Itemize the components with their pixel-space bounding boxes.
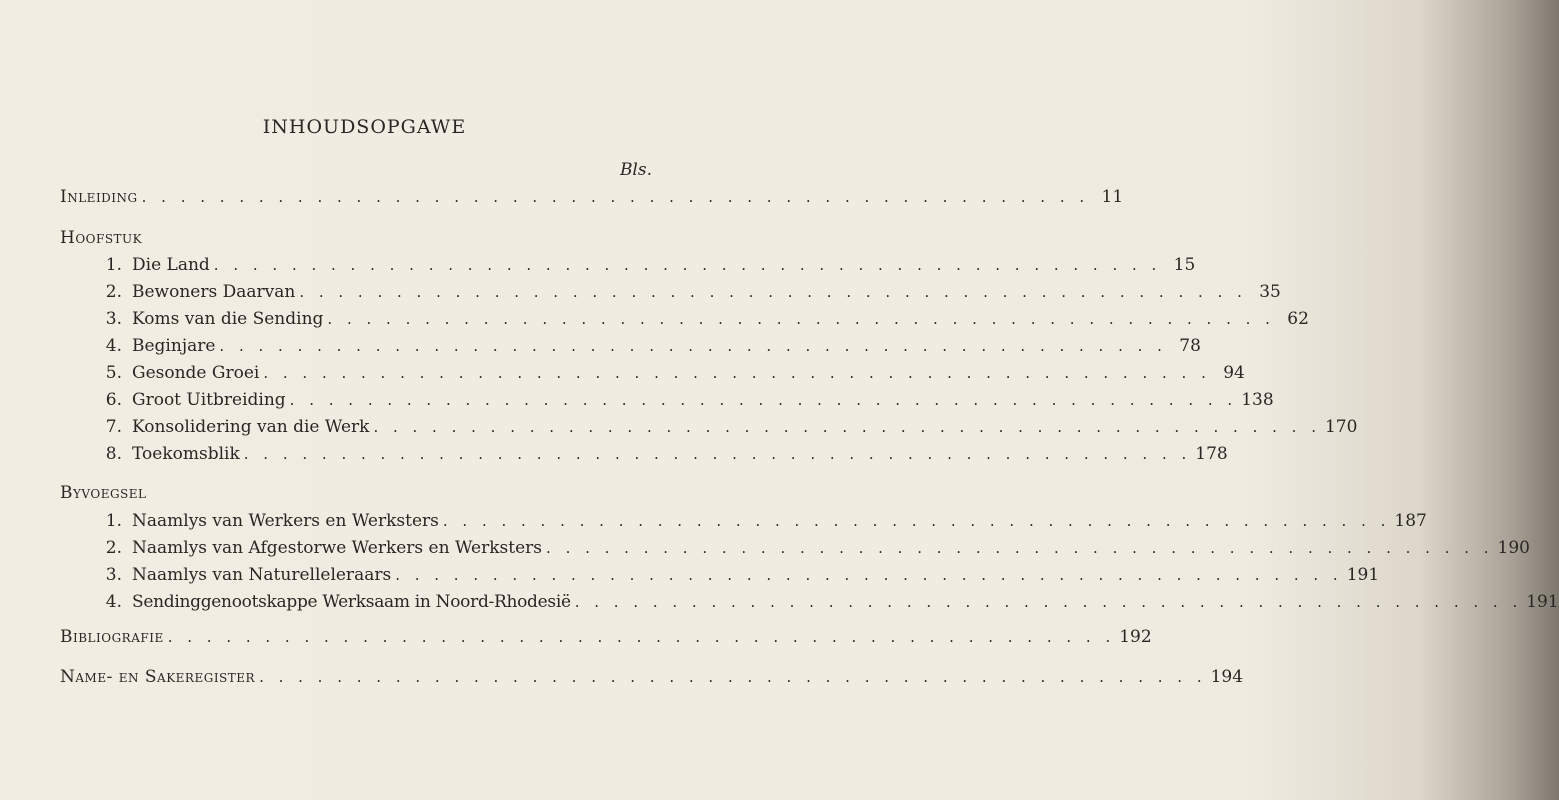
toc-entry[interactable] xyxy=(92,537,1530,559)
toc-entry-number: 8. xyxy=(105,444,122,464)
toc-entry[interactable] xyxy=(92,389,1274,411)
toc-entry-page: 15 xyxy=(1173,255,1196,275)
dot-leader: . . . . . . . . . . . . . . . . . . . . . . . . . . . . . . . . . . . . . . . . . . . . . . . . . xyxy=(167,628,1116,646)
toc-entry-number: 1. xyxy=(105,255,122,275)
toc-entry-label: Gesonde Groei xyxy=(132,363,260,383)
toc-entry-number: 1. xyxy=(105,511,122,531)
toc-entry-number: 4. xyxy=(105,592,122,612)
dot-leader: . . . . . . . . . . . . . . . . . . . . . . . . . . . . . . . . . . . . . . . . . . . . . . . . . xyxy=(289,391,1238,409)
toc-entry-page: 191 xyxy=(1346,565,1380,585)
toc-entry-number: 3. xyxy=(105,565,122,585)
toc-entry-page: 190 xyxy=(1497,538,1530,558)
toc-entry-number: 7. xyxy=(105,417,122,437)
toc-entry-bibliografie[interactable] xyxy=(60,626,1152,648)
toc-entry-number: 6. xyxy=(105,390,122,410)
toc-entry-number: 4. xyxy=(105,336,122,356)
dot-leader: . . . . . . . . . . . . . . . . . . . . . . . . . . . . . . . . . . . . . . . . . . . . . . . . . xyxy=(395,566,1343,584)
dot-leader: . . . . . . . . . . . . . . . . . . . . . . . . . . . . . . . . . . . . . . . . . . . . . . . . . xyxy=(213,256,1162,274)
toc-entry-label: Naamlys van Afgestorwe Werkers en Werksters xyxy=(132,538,543,558)
toc-entry[interactable] xyxy=(92,335,1201,357)
dot-leader: . . . . . . . . . . . . . . . . . . . . . . . . . . . . . . . . . . . . . . . . . . . . . . . . . xyxy=(546,539,1494,557)
dot-leader: . . . . . . . . . . . . . . . . . . . . . . . . . . . . . . . . . . . . . . . . . . . . . . . . . xyxy=(574,593,1523,611)
dot-leader: . . . . . . . . . . . . . . . . . . . . . . . . . . . . . . . . . . . . . . . . . . . . . . . . . xyxy=(299,283,1247,301)
dot-leader: . . . . . . . . . . . . . . . . . . . . . . . . . . . . . . . . . . . . . . . . . . . . . . . . . xyxy=(219,337,1167,355)
toc-entry-label: Konsolidering van die Werk xyxy=(132,417,370,437)
dot-leader: . . . . . . . . . . . . . . . . . . . . . . . . . . . . . . . . . . . . . . . . . . . . . . . . . xyxy=(373,418,1321,436)
toc-entry-page: 187 xyxy=(1394,511,1427,531)
page-column-label: Bls. xyxy=(619,160,652,180)
toc-entry-page: 62 xyxy=(1287,309,1309,329)
dot-leader: . . . . . . . . . . . . . . . . . . . . . . . . . . . . . . . . . . . . . . . . . . . . . . . . . xyxy=(327,310,1275,328)
toc-entry-page: 11 xyxy=(1101,187,1124,207)
toc-entry-number: 3. xyxy=(105,309,122,329)
toc-entry[interactable] xyxy=(92,281,1281,303)
dot-leader: . . . . . . . . . . . . . . . . . . . . . . . . . . . . . . . . . . . . . . . . . . . . . . . . . xyxy=(259,668,1207,686)
toc-entry-inleiding[interactable] xyxy=(60,186,1124,208)
toc-entry-label: Die Land xyxy=(132,255,210,275)
toc-entry-label: Toekomsblik xyxy=(132,444,240,464)
toc-entry[interactable] xyxy=(92,308,1309,330)
toc-entry-label: Naamlys van Naturelleleraars xyxy=(132,565,392,585)
toc-entry-label: Groot Uitbreiding xyxy=(132,390,286,410)
toc-entry[interactable] xyxy=(92,443,1228,465)
toc-entry-label: Sendinggenootskappe Werksaam in Noord-Rhodesië xyxy=(132,592,571,612)
toc-entry-label: Naamlys van Werkers en Werksters xyxy=(132,511,439,531)
toc-entry-number: 2. xyxy=(105,538,122,558)
toc-entry-number: 2. xyxy=(105,282,122,302)
dot-leader: . . . . . . . . . . . . . . . . . . . . . . . . . . . . . . . . . . . . . . . . . . . . . . . . . xyxy=(442,512,1391,530)
section-heading-byvoegsel: Byvoegsel xyxy=(60,483,147,503)
page-title: INHOUDSOPGAWE xyxy=(262,116,467,138)
toc-entry-page: 138 xyxy=(1241,390,1274,410)
toc-entry[interactable] xyxy=(92,564,1380,586)
toc-entry[interactable] xyxy=(92,510,1427,532)
toc-entry-page: 35 xyxy=(1259,282,1281,302)
toc-entry-label: Bibliografie xyxy=(60,627,164,647)
toc-entry-register[interactable] xyxy=(60,666,1244,688)
toc-entry-page: 192 xyxy=(1119,627,1152,647)
toc-entry-label: Inleiding xyxy=(60,187,138,207)
toc-entry[interactable] xyxy=(92,362,1245,384)
toc-entry-page: 78 xyxy=(1179,336,1201,356)
toc-entry-number: 5. xyxy=(105,363,122,383)
toc-entry[interactable] xyxy=(92,254,1196,276)
toc-entry-page: 178 xyxy=(1195,444,1228,464)
toc-entry-label: Beginjare xyxy=(132,336,216,356)
section-heading-hoofstuk: Hoofstuk xyxy=(60,228,143,248)
toc-entry-label: Name- en Sakeregister xyxy=(60,667,256,687)
toc-entry[interactable] xyxy=(92,416,1358,438)
toc-entry-label: Bewoners Daarvan xyxy=(132,282,296,302)
toc-entry-page: 191 xyxy=(1526,592,1559,612)
toc-entry-page: 170 xyxy=(1324,417,1358,437)
dot-leader: . . . . . . . . . . . . . . . . . . . . . . . . . . . . . . . . . . . . . . . . . . . . . . . . . xyxy=(263,364,1211,382)
toc-entry-label: Koms van die Sending xyxy=(132,309,324,329)
toc-entry[interactable] xyxy=(92,591,1559,613)
toc-entry-page: 194 xyxy=(1210,667,1244,687)
dot-leader: . . . . . . . . . . . . . . . . . . . . . . . . . . . . . . . . . . . . . . . . . . . . . . . . . xyxy=(243,445,1192,463)
toc-entry-page: 94 xyxy=(1223,363,1245,383)
dot-leader: . . . . . . . . . . . . . . . . . . . . . . . . . . . . . . . . . . . . . . . . . . . . . . . . . xyxy=(141,188,1090,206)
